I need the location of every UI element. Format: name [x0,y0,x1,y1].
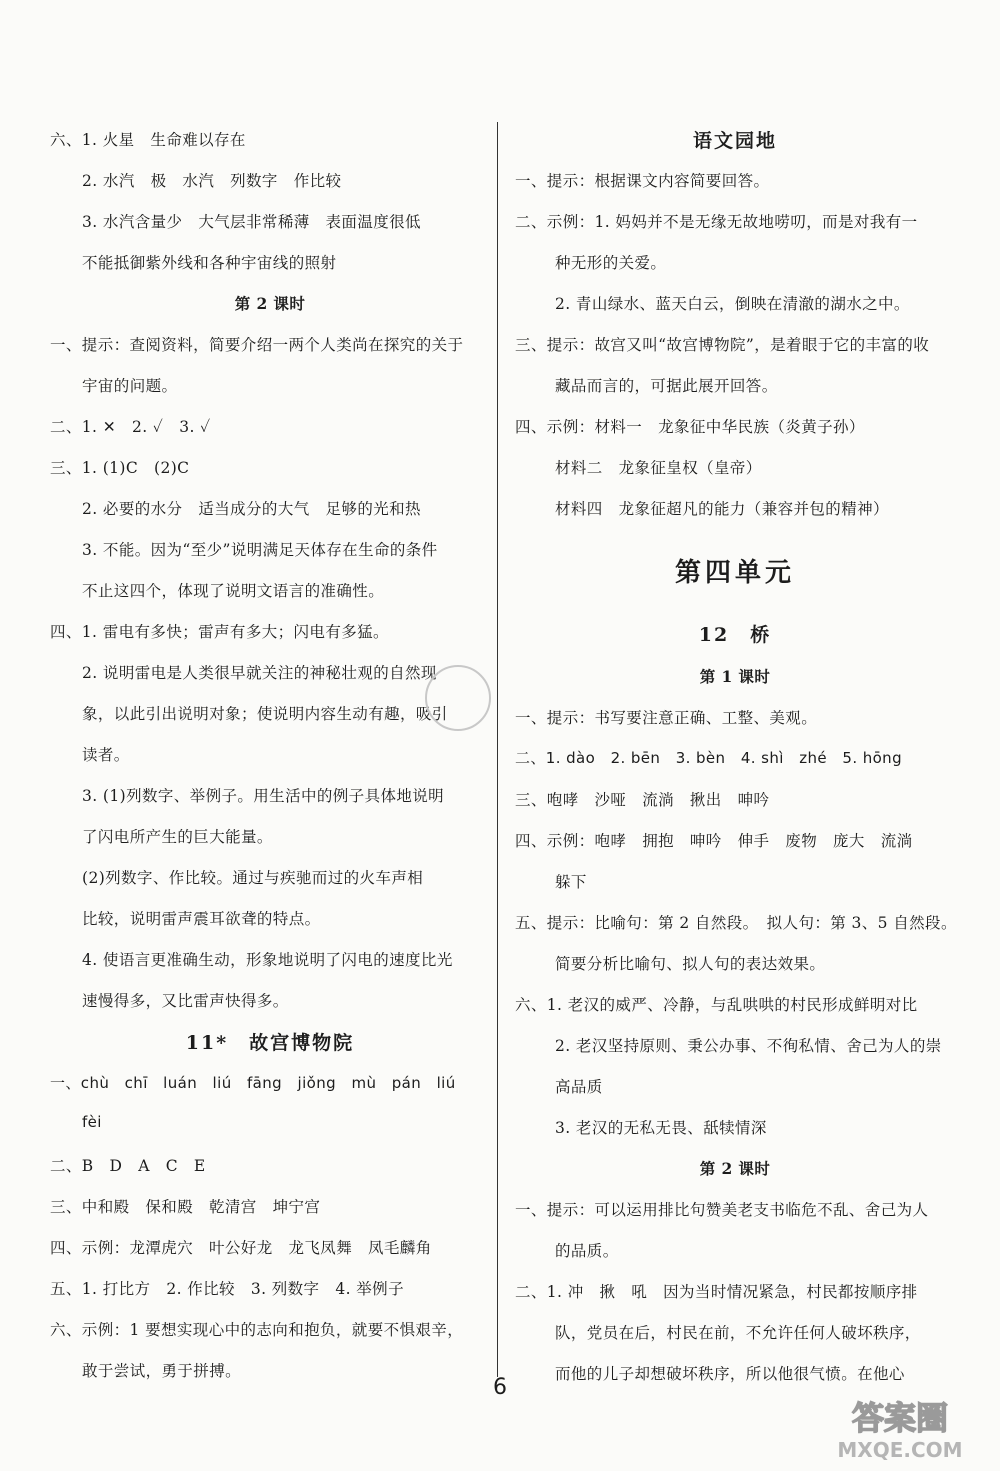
answer-line: 2. 说明雷电是人类很早就关注的神秘壮观的自然现 [82,664,437,682]
answer-line: 六、1. 火星 生命难以存在 [50,131,246,149]
answer-line: 四、示例：材料一 龙象征中华民族（炎黄子孙） [515,418,865,436]
lesson-title: 12 桥 [698,624,772,646]
answer-line: 躲下 [555,873,587,891]
watermark-url: MXQE.COM [837,1438,963,1462]
answer-line: 2. 必要的水分 适当成分的大气 足够的光和热 [82,500,421,518]
answer-line: 敢于尝试，勇于拼搏。 [82,1362,242,1380]
answer-line: 不能抵御紫外线和各种宇宙线的照射 [82,254,337,272]
answer-line: 四、1. 雷电有多快；雷声有多大；闪电有多猛。 [50,623,389,641]
answer-line: 三、提示：故宫又叫“故宫博物院”，是着眼于它的丰富的收 [515,336,930,354]
answer-line: 五、提示：比喻句：第 2 自然段。 拟人句：第 3、5 自然段。 [515,914,957,932]
answer-line: 藏品而言的，可据此展开回答。 [555,377,778,395]
answer-line: 了闪电所产生的巨大能量。 [82,828,273,846]
lesson-heading: 第 2 课时 [699,1159,771,1178]
answer-line: 3. (1)列数字、举例子。用生活中的例子具体地说明 [82,787,445,805]
answer-line: 2. 水汽 极 水汽 列数字 作比较 [82,172,342,190]
answer-line: 3. 不能。因为“至少”说明满足天体存在生命的条件 [82,541,438,559]
answer-line: 的品质。 [555,1242,619,1260]
answer-line: 队，党员在后，村民在前，不允许任何人破坏秩序， [555,1324,921,1342]
lesson-heading: 第 2 课时 [234,294,306,313]
answer-line: 二、B D A C E [50,1157,206,1175]
lesson-heading: 第 1 课时 [699,667,771,686]
column-divider [497,122,498,1377]
answer-line: 三、咆哮 沙哑 流淌 揪出 呻吟 [515,791,770,809]
watermark-logo [820,1395,980,1465]
watermark-text: 答案圈 [851,1399,949,1437]
answer-line: 四、示例：龙潭虎穴 叶公好龙 龙飞凤舞 凤毛麟角 [50,1239,432,1257]
lesson-title: 11* 故宫博物院 [185,1032,355,1054]
answer-line: 2. 老汉坚持原则、秉公办事、不徇私情、舍己为人的崇 [555,1037,942,1055]
answer-line: fèi [82,1113,102,1131]
answer-line: 一、chù chī luán liú fāng jiǒng mù pán liú [50,1074,456,1092]
answer-line: 二、1. ✕ 2. ✓ 3. ✓ [50,418,211,436]
answer-line: 而他的儿子却想破坏秩序，所以他很气愤。在他心 [555,1365,905,1383]
answer-line: 一、提示：可以运用排比句赞美老支书临危不乱、舍己为人 [515,1201,929,1219]
answer-line: 简要分析比喻句、拟人句的表达效果。 [555,955,826,973]
page-number: 6 [493,1375,507,1400]
answer-line: 宇宙的问题。 [82,377,178,395]
answer-line: 不止这四个，体现了说明文语言的准确性。 [82,582,385,600]
answer-line: (2)列数字、作比较。通过与疾驰而过的火车声相 [82,869,424,887]
answer-line: 材料二 龙象征皇权（皇帝） [555,459,762,477]
answer-line: 五、1. 打比方 2. 作比较 3. 列数字 4. 举例子 [50,1280,404,1298]
answer-line: 3. 老汉的无私无畏、舐犊情深 [555,1119,767,1137]
answer-line: 速慢得多，又比雷声快得多。 [82,992,289,1010]
answer-line: 4. 使语言更准确生动，形象地说明了闪电的速度比光 [82,951,453,969]
answer-line: 六、1. 老汉的威严、冷静，与乱哄哄的村民形成鲜明对比 [515,996,918,1014]
answer-line: 读者。 [82,746,130,764]
answer-line: 2. 青山绿水、蓝天白云，倒映在清澈的湖水之中。 [555,295,910,313]
answer-line: 二、1. dào 2. bēn 3. bèn 4. shì zhé 5. hōng [515,749,903,767]
answer-line: 一、提示：根据课文内容简要回答。 [515,172,770,190]
answer-line: 三、中和殿 保和殿 乾清宫 坤宁宫 [50,1198,321,1216]
answer-line: 种无形的关爱。 [555,254,667,272]
answer-line: 材料四 龙象征超凡的能力（兼容并包的精神） [555,500,889,518]
answer-line: 高品质 [555,1078,603,1096]
answer-line: 三、1. (1)C (2)C [50,459,190,477]
answer-line: 象，以此引出说明对象；使说明内容生动有趣，吸引 [82,705,448,723]
answer-line: 六、示例：1 要想实现心中的志向和抱负，就要不惧艰辛， [50,1321,464,1339]
answer-line: 一、提示：查阅资料，简要介绍一两个人类尚在探究的关于 [50,336,464,354]
answer-line: 3. 水汽含量少 大气层非常稀薄 表面温度很低 [82,213,421,231]
unit-heading: 第四单元 [674,558,795,588]
answer-line: 二、1. 冲 揪 吼 因为当时情况紧急，村民都按顺序排 [515,1283,918,1301]
section-heading: 语文园地 [692,130,777,152]
answer-line: 四、示例：咆哮 拥抱 呻吟 伸手 废物 庞大 流淌 [515,832,913,850]
answer-line: 比较，说明雷声震耳欲聋的特点。 [82,910,321,928]
answer-line: 一、提示：书写要注意正确、工整、美观。 [515,709,818,727]
answer-line: 二、示例：1. 妈妈并不是无缘无故地唠叨，而是对我有一 [515,213,918,231]
stamp-mark [425,665,491,731]
